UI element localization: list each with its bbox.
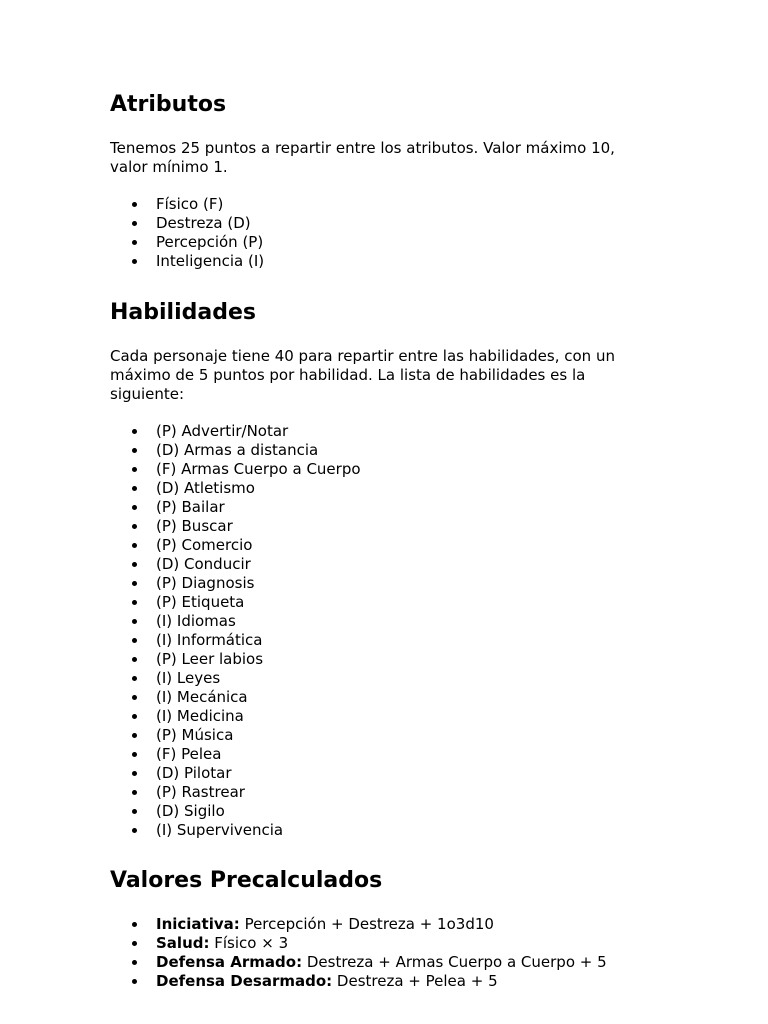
list-item: (P) Diagnosis — [110, 574, 361, 593]
list-item: (D) Pilotar — [110, 764, 361, 783]
value-label: Iniciativa: — [156, 915, 240, 933]
list-item: (I) Informática — [110, 631, 361, 650]
list-item: Inteligencia (I) — [110, 252, 264, 271]
habilidades-list — [110, 422, 361, 840]
list-item: Percepción (P) — [110, 233, 264, 252]
heading-atributos: Atributos — [110, 92, 227, 117]
list-item — [110, 915, 607, 934]
list-item: (P) Etiqueta — [110, 593, 361, 612]
value-formula: Percepción + Destreza + 1o3d10 — [244, 915, 494, 933]
list-item: (I) Idiomas — [110, 612, 361, 631]
list-item: (I) Mecánica — [110, 688, 361, 707]
atributos-list — [110, 195, 264, 271]
list-item: (P) Comercio — [110, 536, 361, 555]
heading-habilidades: Habilidades — [110, 300, 256, 325]
atributos-intro: Tenemos 25 puntos a repartir entre los atributos. Valor máximo 10, valor mínimo 1. — [110, 139, 615, 176]
list-item: (F) Armas Cuerpo a Cuerpo — [110, 460, 361, 479]
list-item: (P) Advertir/Notar — [110, 422, 361, 441]
list-item: (D) Atletismo — [110, 479, 361, 498]
list-item: (I) Supervivencia — [110, 821, 361, 840]
list-item: (I) Medicina — [110, 707, 361, 726]
list-item: (D) Sigilo — [110, 802, 361, 821]
list-item: (P) Rastrear — [110, 783, 361, 802]
list-item: (D) Conducir — [110, 555, 361, 574]
heading-valores-precalculados: Valores Precalculados — [110, 868, 383, 893]
list-item — [110, 972, 607, 991]
list-item: (I) Leyes — [110, 669, 361, 688]
list-item: (P) Buscar — [110, 517, 361, 536]
valores-list — [110, 915, 607, 991]
list-item: Físico (F) — [110, 195, 264, 214]
value-formula: Destreza + Armas Cuerpo a Cuerpo + 5 — [306, 953, 607, 971]
list-item: (D) Armas a distancia — [110, 441, 361, 460]
list-item: (F) Pelea — [110, 745, 361, 764]
list-item: (P) Bailar — [110, 498, 361, 517]
value-formula: Físico × 3 — [214, 934, 289, 952]
value-formula: Destreza + Pelea + 5 — [336, 972, 498, 990]
value-label: Defensa Desarmado: — [156, 972, 333, 990]
list-item: Destreza (D) — [110, 214, 264, 233]
value-label: Defensa Armado: — [156, 953, 303, 971]
list-item — [110, 934, 607, 953]
value-label: Salud: — [156, 934, 210, 952]
list-item — [110, 953, 607, 972]
list-item: (P) Música — [110, 726, 361, 745]
habilidades-intro: Cada personaje tiene 40 para repartir entre las habilidades, con un máximo de 5 puntos por habilidad. La lista de habilidades es la siguiente: — [110, 347, 615, 403]
list-item: (P) Leer labios — [110, 650, 361, 669]
